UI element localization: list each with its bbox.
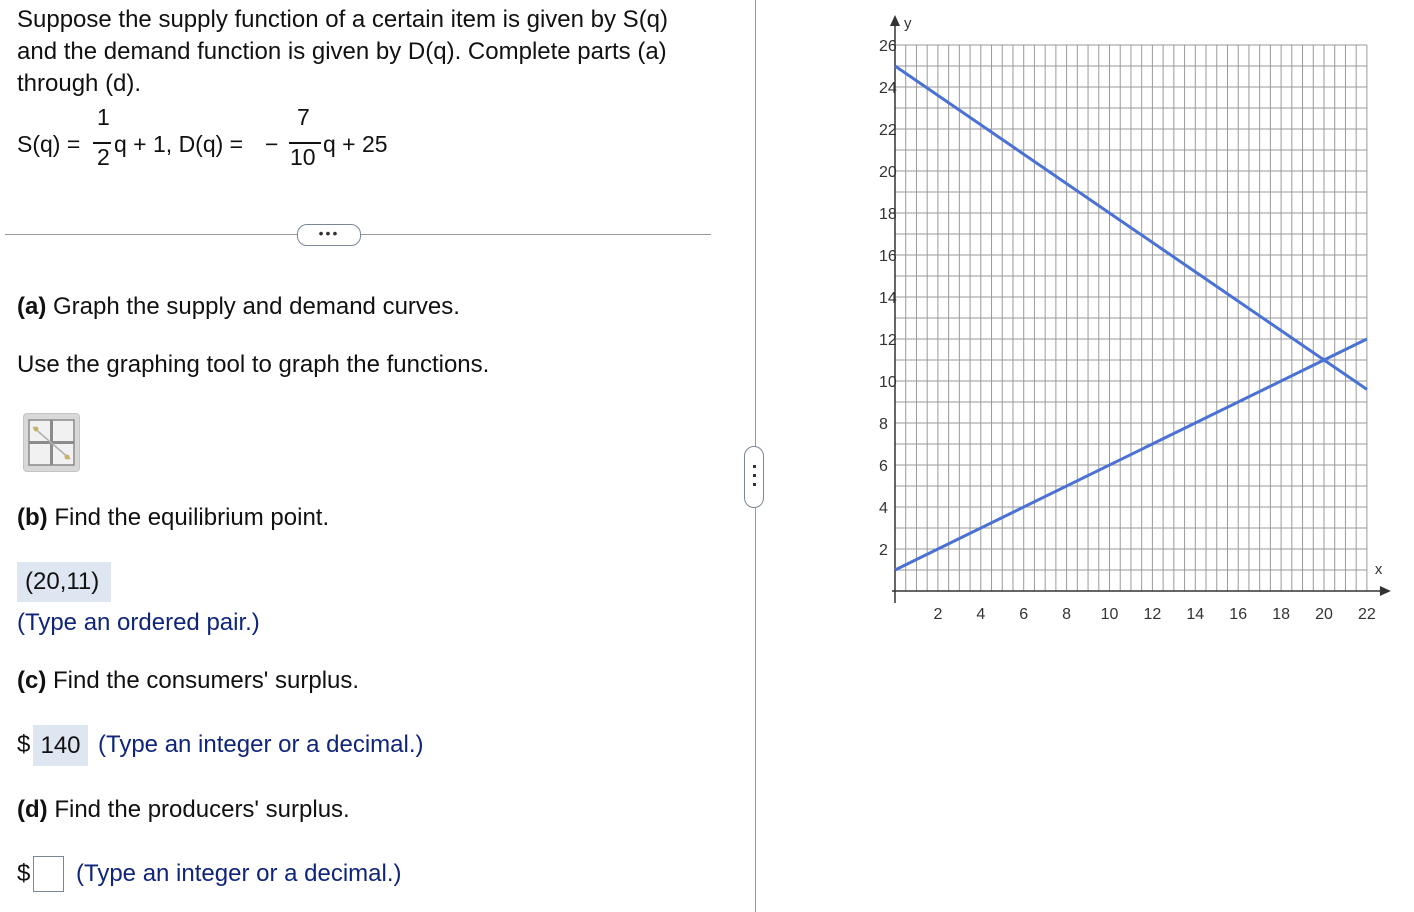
y-tick-label: 26: [879, 38, 897, 55]
supply-denominator: 2: [97, 144, 110, 170]
part-b-heading: (b) Find the equilibrium point.: [17, 504, 330, 531]
x-tick-label: 22: [1358, 606, 1376, 623]
y-tick-label: 16: [879, 248, 897, 265]
demand-minus: −: [265, 131, 279, 157]
part-d-heading: (d) Find the producers' surplus.: [17, 796, 350, 823]
y-tick-label: 18: [879, 206, 897, 223]
y-tick-label: 10: [879, 374, 897, 391]
y-tick-label: 22: [879, 122, 897, 139]
x-axis-label: x: [1374, 561, 1383, 578]
y-tick-label: 24: [879, 80, 897, 97]
demand-denominator: 10: [290, 144, 316, 170]
graph-tool-icon: [24, 414, 79, 471]
demand-rest: q + 25: [323, 131, 388, 157]
x-tick-label: 16: [1229, 606, 1248, 623]
part-d-currency: $: [17, 860, 31, 887]
function-formula: [17, 104, 537, 174]
supply-rest: q + 1, D(q) =: [114, 131, 244, 157]
y-tick-label: 4: [879, 500, 888, 517]
producers-surplus-input[interactable]: [33, 856, 64, 892]
y-tick-label: 14: [879, 290, 897, 307]
y-axis-label: y: [904, 15, 912, 32]
part-d-hint: (Type an integer or a decimal.): [76, 860, 402, 887]
part-c-hint: (Type an integer or a decimal.): [98, 731, 424, 758]
part-c-heading: (c) Find the consumers' surplus.: [17, 667, 360, 694]
show-more-button[interactable]: •••: [297, 224, 361, 246]
equilibrium-answer[interactable]: (20,11): [17, 562, 111, 602]
y-tick-label: 6: [879, 458, 888, 475]
x-tick-label: 10: [1100, 606, 1119, 623]
x-tick-label: 4: [976, 606, 986, 623]
supply-lhs: S(q) =: [17, 131, 81, 157]
x-tick-label: 18: [1272, 606, 1290, 623]
graphing-tool-button[interactable]: [23, 413, 80, 472]
y-tick-label: 8: [879, 416, 888, 433]
part-a-instruction: Use the graphing tool to graph the functions.: [17, 351, 490, 378]
supply-numerator: 1: [97, 104, 110, 130]
panel-resize-handle[interactable]: [744, 446, 764, 508]
supply-demand-graph: [860, 8, 1400, 628]
x-tick-label: 6: [1019, 606, 1029, 623]
consumers-surplus-answer[interactable]: 140: [33, 725, 88, 766]
x-tick-label: 14: [1186, 606, 1205, 623]
part-b-hint: (Type an ordered pair.): [17, 609, 260, 636]
x-tick-label: 20: [1315, 606, 1333, 623]
y-axis-arrow: [890, 15, 900, 26]
y-tick-label: 20: [879, 164, 897, 181]
y-tick-label: 2: [879, 542, 888, 559]
part-a-heading: (a) Graph the supply and demand curves.: [17, 293, 460, 320]
demand-numerator: 7: [297, 104, 310, 130]
x-tick-label: 8: [1062, 606, 1072, 623]
part-c-currency: $: [17, 731, 31, 758]
problem-intro: Suppose the supply function of a certain item is given by S(q) and the demand function is given by D(q). Complete parts (a) through (d).: [17, 6, 669, 97]
x-axis-arrow: [1380, 586, 1391, 596]
x-tick-label: 2: [933, 606, 943, 623]
x-tick-label: 12: [1143, 606, 1162, 623]
y-tick-label: 12: [879, 332, 897, 349]
